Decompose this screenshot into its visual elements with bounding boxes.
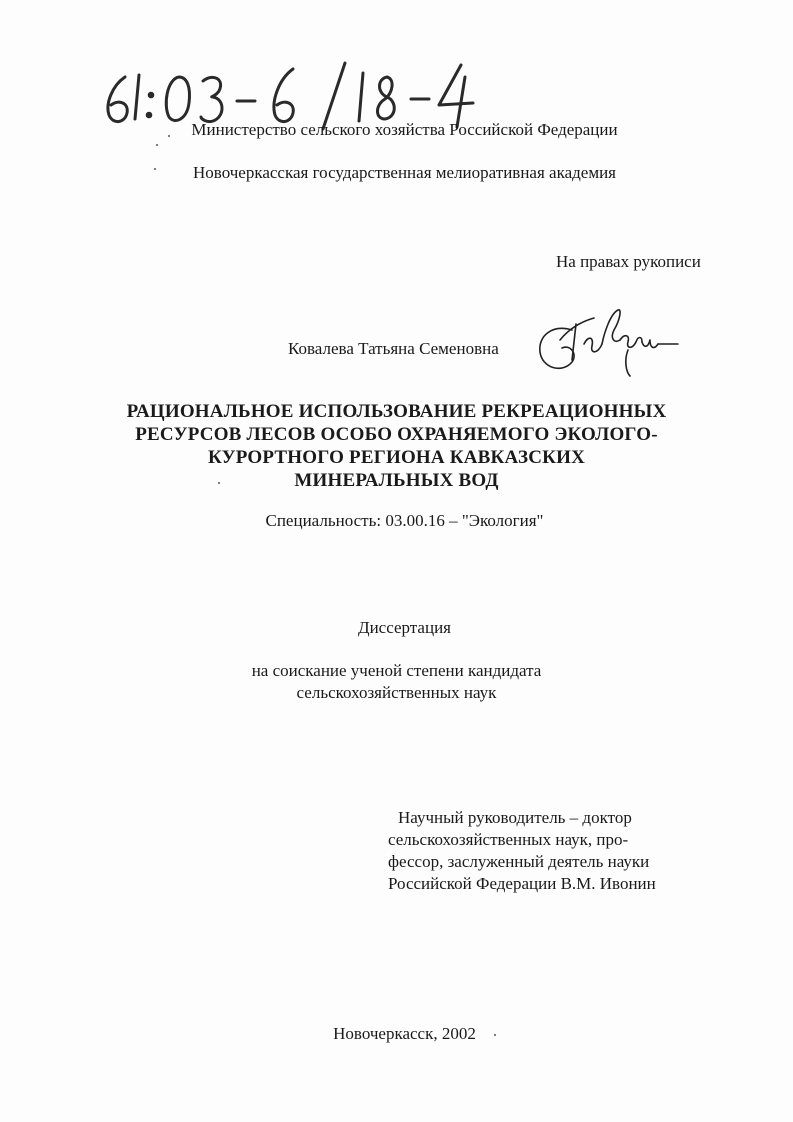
title-line: КУРОРТНОГО РЕГИОНА КАВКАЗСКИХ (207, 447, 586, 468)
supervisor-line: Российской Федерации В.М. Ивонин (388, 874, 656, 893)
academy-name: Новочеркасская государственная мелиоративная академия (193, 163, 616, 182)
rights-note: На правах рукописи (556, 252, 701, 271)
supervisor-line: сельскохозяйственных наук, про- (388, 830, 629, 849)
author-name: Ковалева Татьяна Семеновна (288, 339, 499, 358)
supervisor-line: Научный руководитель – доктор (398, 808, 632, 827)
title-line: РАЦИОНАЛЬНОЕ ИСПОЛЬЗОВАНИЕ РЕКРЕАЦИОННЫХ (126, 401, 667, 422)
title-line: МИНЕРАЛЬНЫХ ВОД (294, 470, 499, 491)
specialty: Специальность: 03.00.16 – "Экология" (265, 511, 544, 530)
scan-speck (218, 482, 220, 484)
ministry-name: Министерство сельского хозяйства Российской Федерации (191, 120, 618, 139)
degree-statement (0, 660, 793, 704)
scan-speck (494, 1034, 496, 1036)
scan-speck (154, 168, 156, 170)
document-type: Диссертация (357, 618, 451, 637)
city-year: Новочеркасск, 2002 (333, 1024, 476, 1043)
title-line: РЕСУРСОВ ЛЕСОВ ОСОБО ОХРАНЯЕМОГО ЭКОЛОГО- (135, 424, 658, 445)
supervisor-block (388, 807, 656, 895)
author-signature (532, 300, 682, 380)
degree-line: сельскохозяйственных наук (296, 683, 497, 702)
scan-speck (168, 135, 170, 137)
supervisor-line: фессор, заслуженный деятель науки (388, 852, 650, 871)
degree-line: на соискание ученой степени кандидата (251, 661, 542, 680)
dissertation-title (0, 400, 793, 492)
scan-speck (156, 144, 158, 146)
